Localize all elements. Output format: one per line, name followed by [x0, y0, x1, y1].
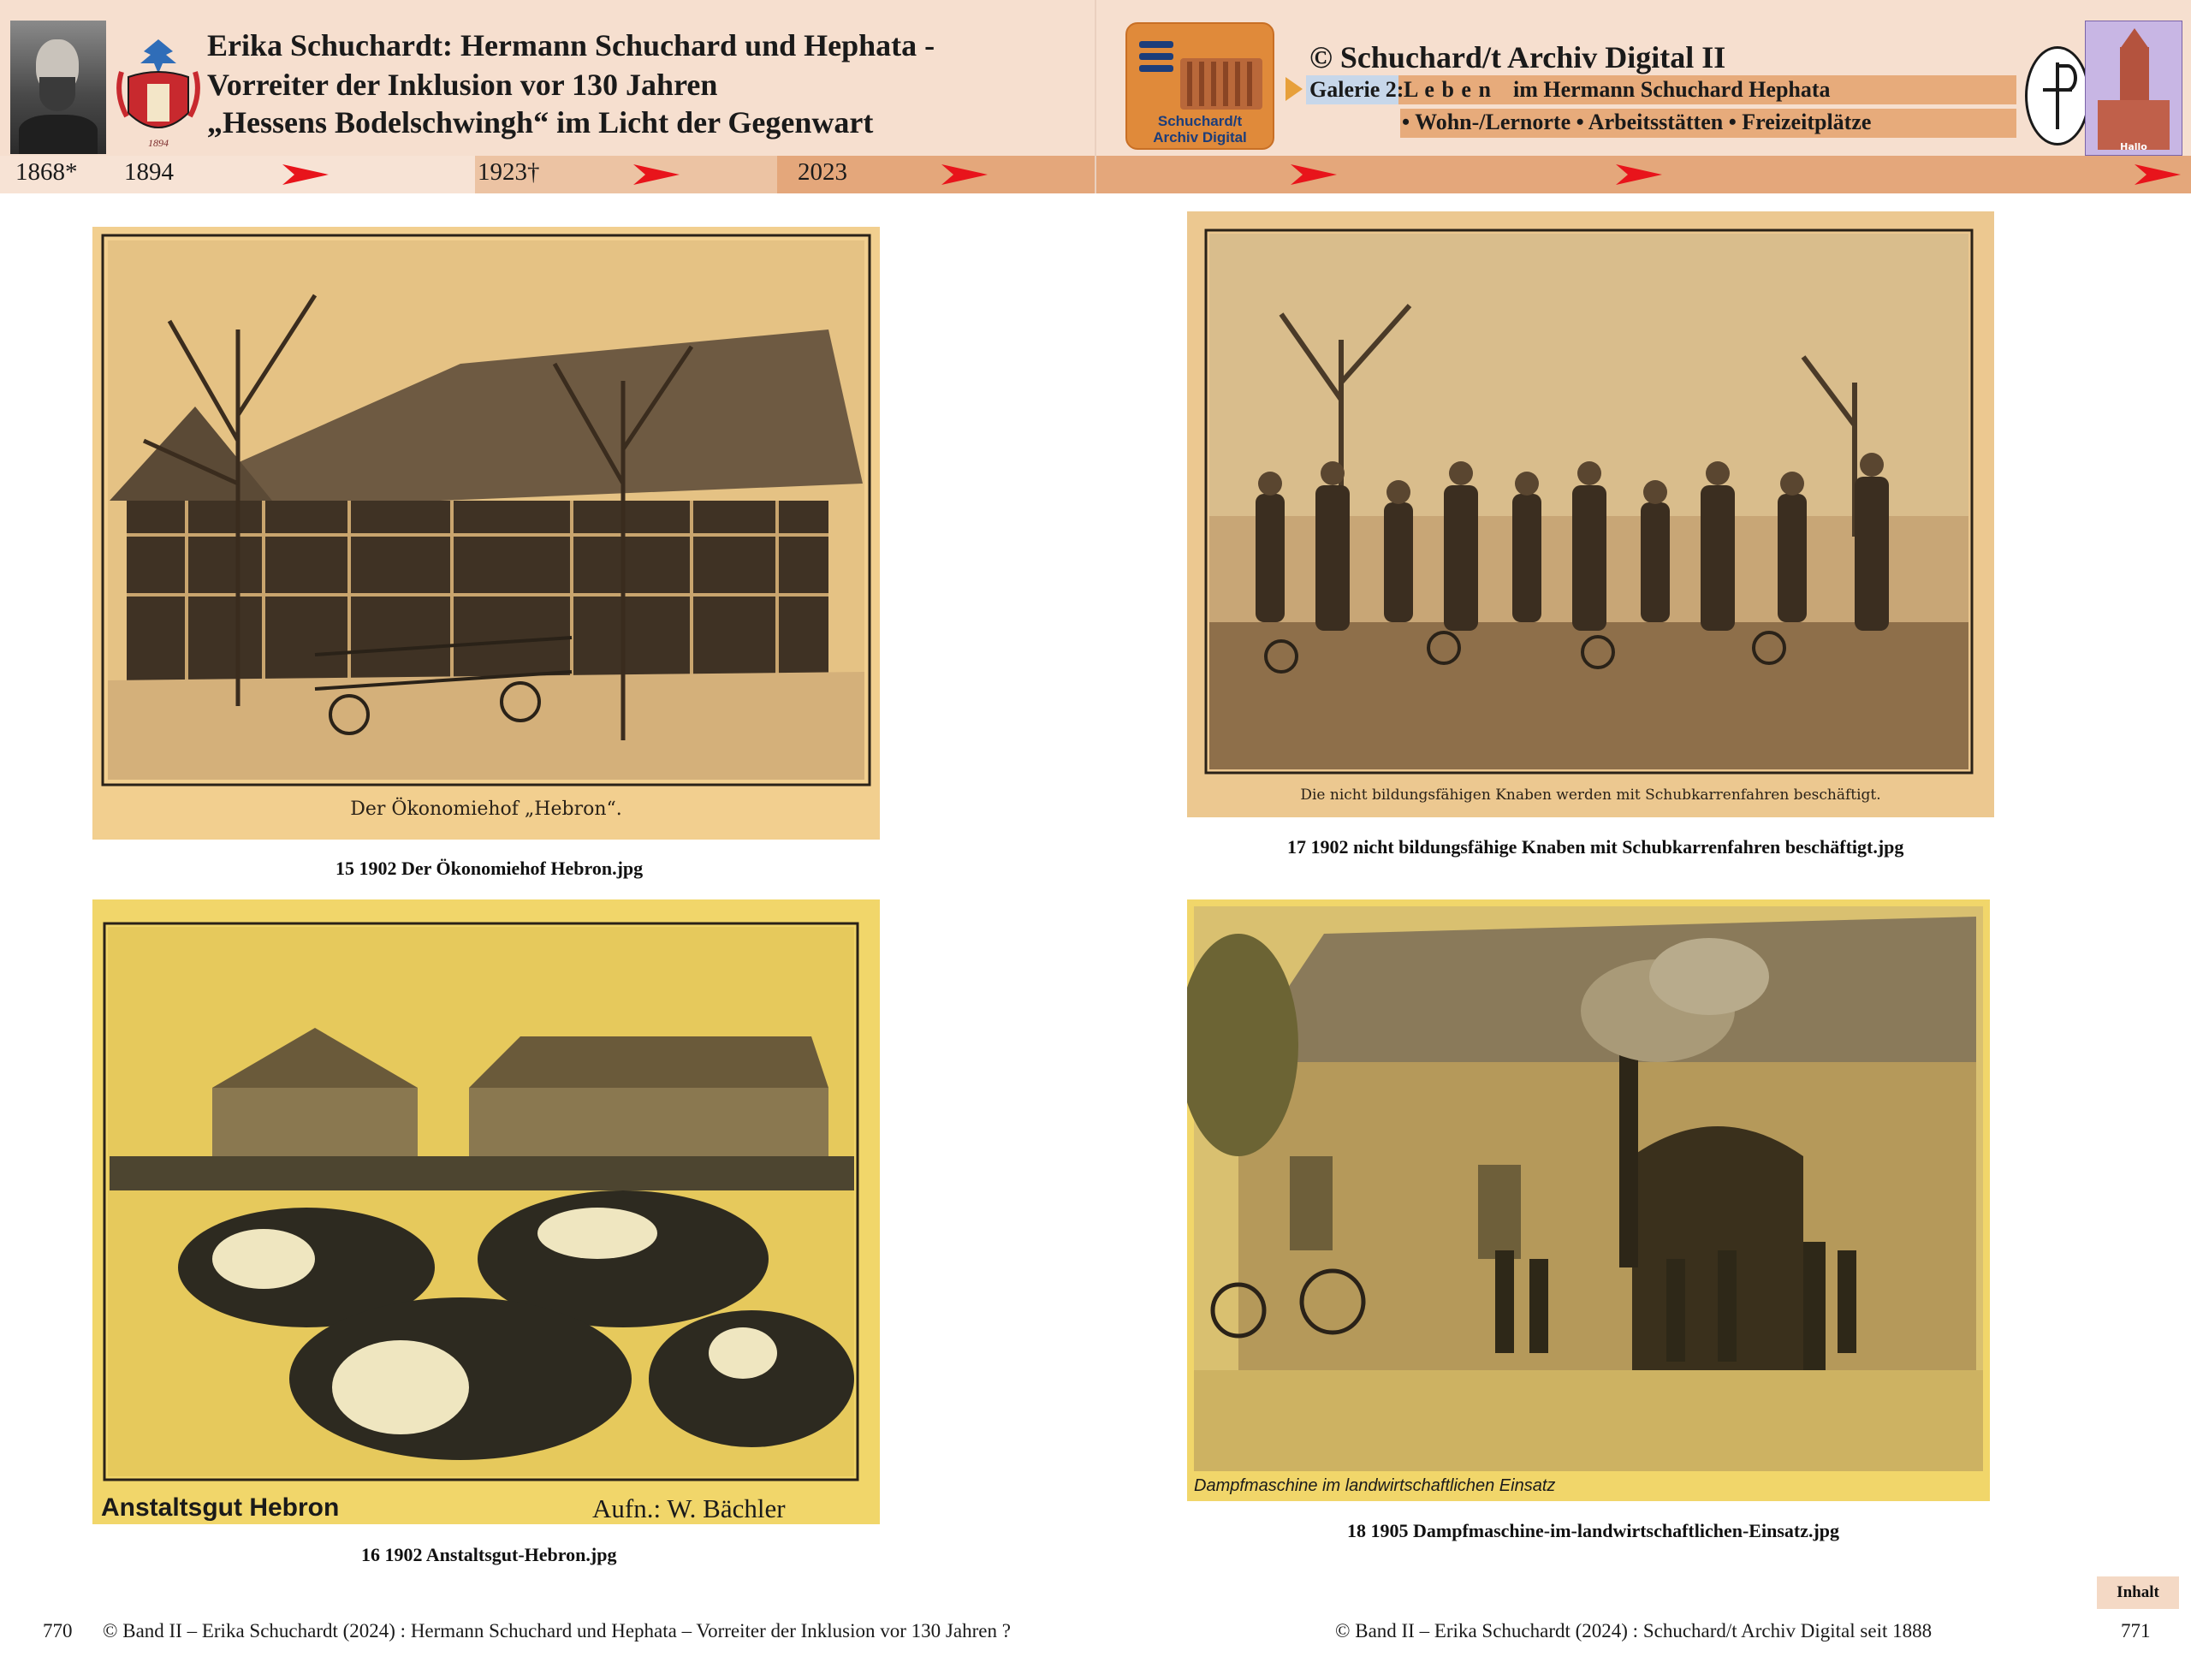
photo-caption: 18 1905 Dampfmaschine-im-landwirtschaftlichen-Einsatz.jpg: [1347, 1520, 1840, 1541]
gallery-emphasis: L e b e n: [1404, 77, 1492, 102]
family-crest-icon: [113, 34, 204, 154]
photo-schubkarren[interactable]: [1187, 211, 1994, 817]
logo-text-line-2: Archiv Digital: [1153, 129, 1247, 145]
logo-text-line-1: Schuchard/t: [1157, 113, 1243, 129]
crest-caption: 1894: [148, 137, 169, 149]
gallery-label: Galerie 2:: [1309, 77, 1404, 102]
photo-caption: 15 1902 Der Ökonomiehof Hebron.jpg: [335, 858, 644, 879]
arrow-right-icon: [2135, 161, 2181, 188]
book-label: Hallo: [2120, 141, 2147, 152]
arrow-right-icon: [1291, 161, 1337, 188]
timeline-year-founding: 1894: [124, 158, 174, 186]
photo-inner-caption: Dampfmaschine im landwirtschaftlichen Einsatz: [1194, 1476, 1556, 1495]
gallery-marker-icon: [1286, 77, 1303, 101]
portrait-photo: [10, 21, 106, 154]
steam-engine-illustration: [1187, 899, 1990, 1501]
gallery-title: im Hermann Schuchard Hephata: [1513, 77, 1831, 102]
page-title-line-2: Vorreiter der Inklusion vor 130 Jahren: [207, 68, 718, 102]
arrow-right-icon: [282, 161, 329, 188]
page-number-left: 770: [43, 1620, 73, 1641]
farmhouse-illustration: [92, 227, 880, 840]
hephata-seal-icon: [2025, 46, 2090, 145]
page-number-right: 771: [2121, 1620, 2151, 1641]
photo-inner-caption: Anstaltsgut Hebron: [101, 1493, 340, 1522]
arrow-right-icon: [941, 161, 988, 188]
archive-logo[interactable]: [1125, 22, 1274, 150]
contents-link-button[interactable]: Inhalt: [2097, 1576, 2179, 1609]
arrow-right-icon: [1616, 161, 1662, 188]
arrow-right-icon: [633, 161, 680, 188]
photo-inner-caption: Die nicht bildungsfähigen Knaben werden mit Schubkarrenfahren beschäftigt.: [1300, 787, 1881, 804]
photo-credit: Aufn.: W. Bächler: [592, 1493, 786, 1523]
church-book-cover[interactable]: [2085, 21, 2182, 156]
timeline-year-present: 2023: [798, 158, 847, 186]
boys-wheelbarrow-illustration: [1187, 211, 1994, 817]
timeline-year-death: 1923†: [478, 158, 540, 186]
photo-inner-caption: Der Ökonomiehof „Hebron“.: [350, 798, 622, 820]
footer-left-text: © Band II – Erika Schuchardt (2024) : Hermann Schuchard und Hephata – Vorreiter der Inklusion vor 130 Jahren ?: [103, 1620, 1011, 1641]
photo-caption: 16 1902 Anstaltsgut-Hebron.jpg: [361, 1544, 617, 1565]
photo-anstaltsgut[interactable]: [92, 899, 880, 1524]
photo-caption: 17 1902 nicht bildungsfähige Knaben mit Schubkarrenfahren beschäftigt.jpg: [1287, 836, 1904, 858]
timeline-year-birth: 1868*: [15, 158, 78, 186]
cows-illustration: [92, 899, 880, 1524]
page-title-line-1: Erika Schuchardt: Hermann Schuchard und Hephata -: [207, 28, 935, 62]
photo-oekonomiehof[interactable]: [92, 227, 880, 840]
page-title-line-3: „Hessens Bodelschwingh“ im Licht der Gegenwart: [207, 105, 874, 140]
footer-right-text: © Band II – Erika Schuchardt (2024) : Schuchard/t Archiv Digital seit 1888: [1335, 1620, 1933, 1641]
page-divider: [1095, 0, 1096, 193]
photo-dampfmaschine[interactable]: [1187, 899, 1990, 1501]
gallery-subtitle: • Wohn-/Lernorte • Arbeitsstätten • Freizeitplätze: [1402, 110, 1872, 134]
archive-title: © Schuchard/t Archiv Digital II: [1309, 40, 1726, 74]
